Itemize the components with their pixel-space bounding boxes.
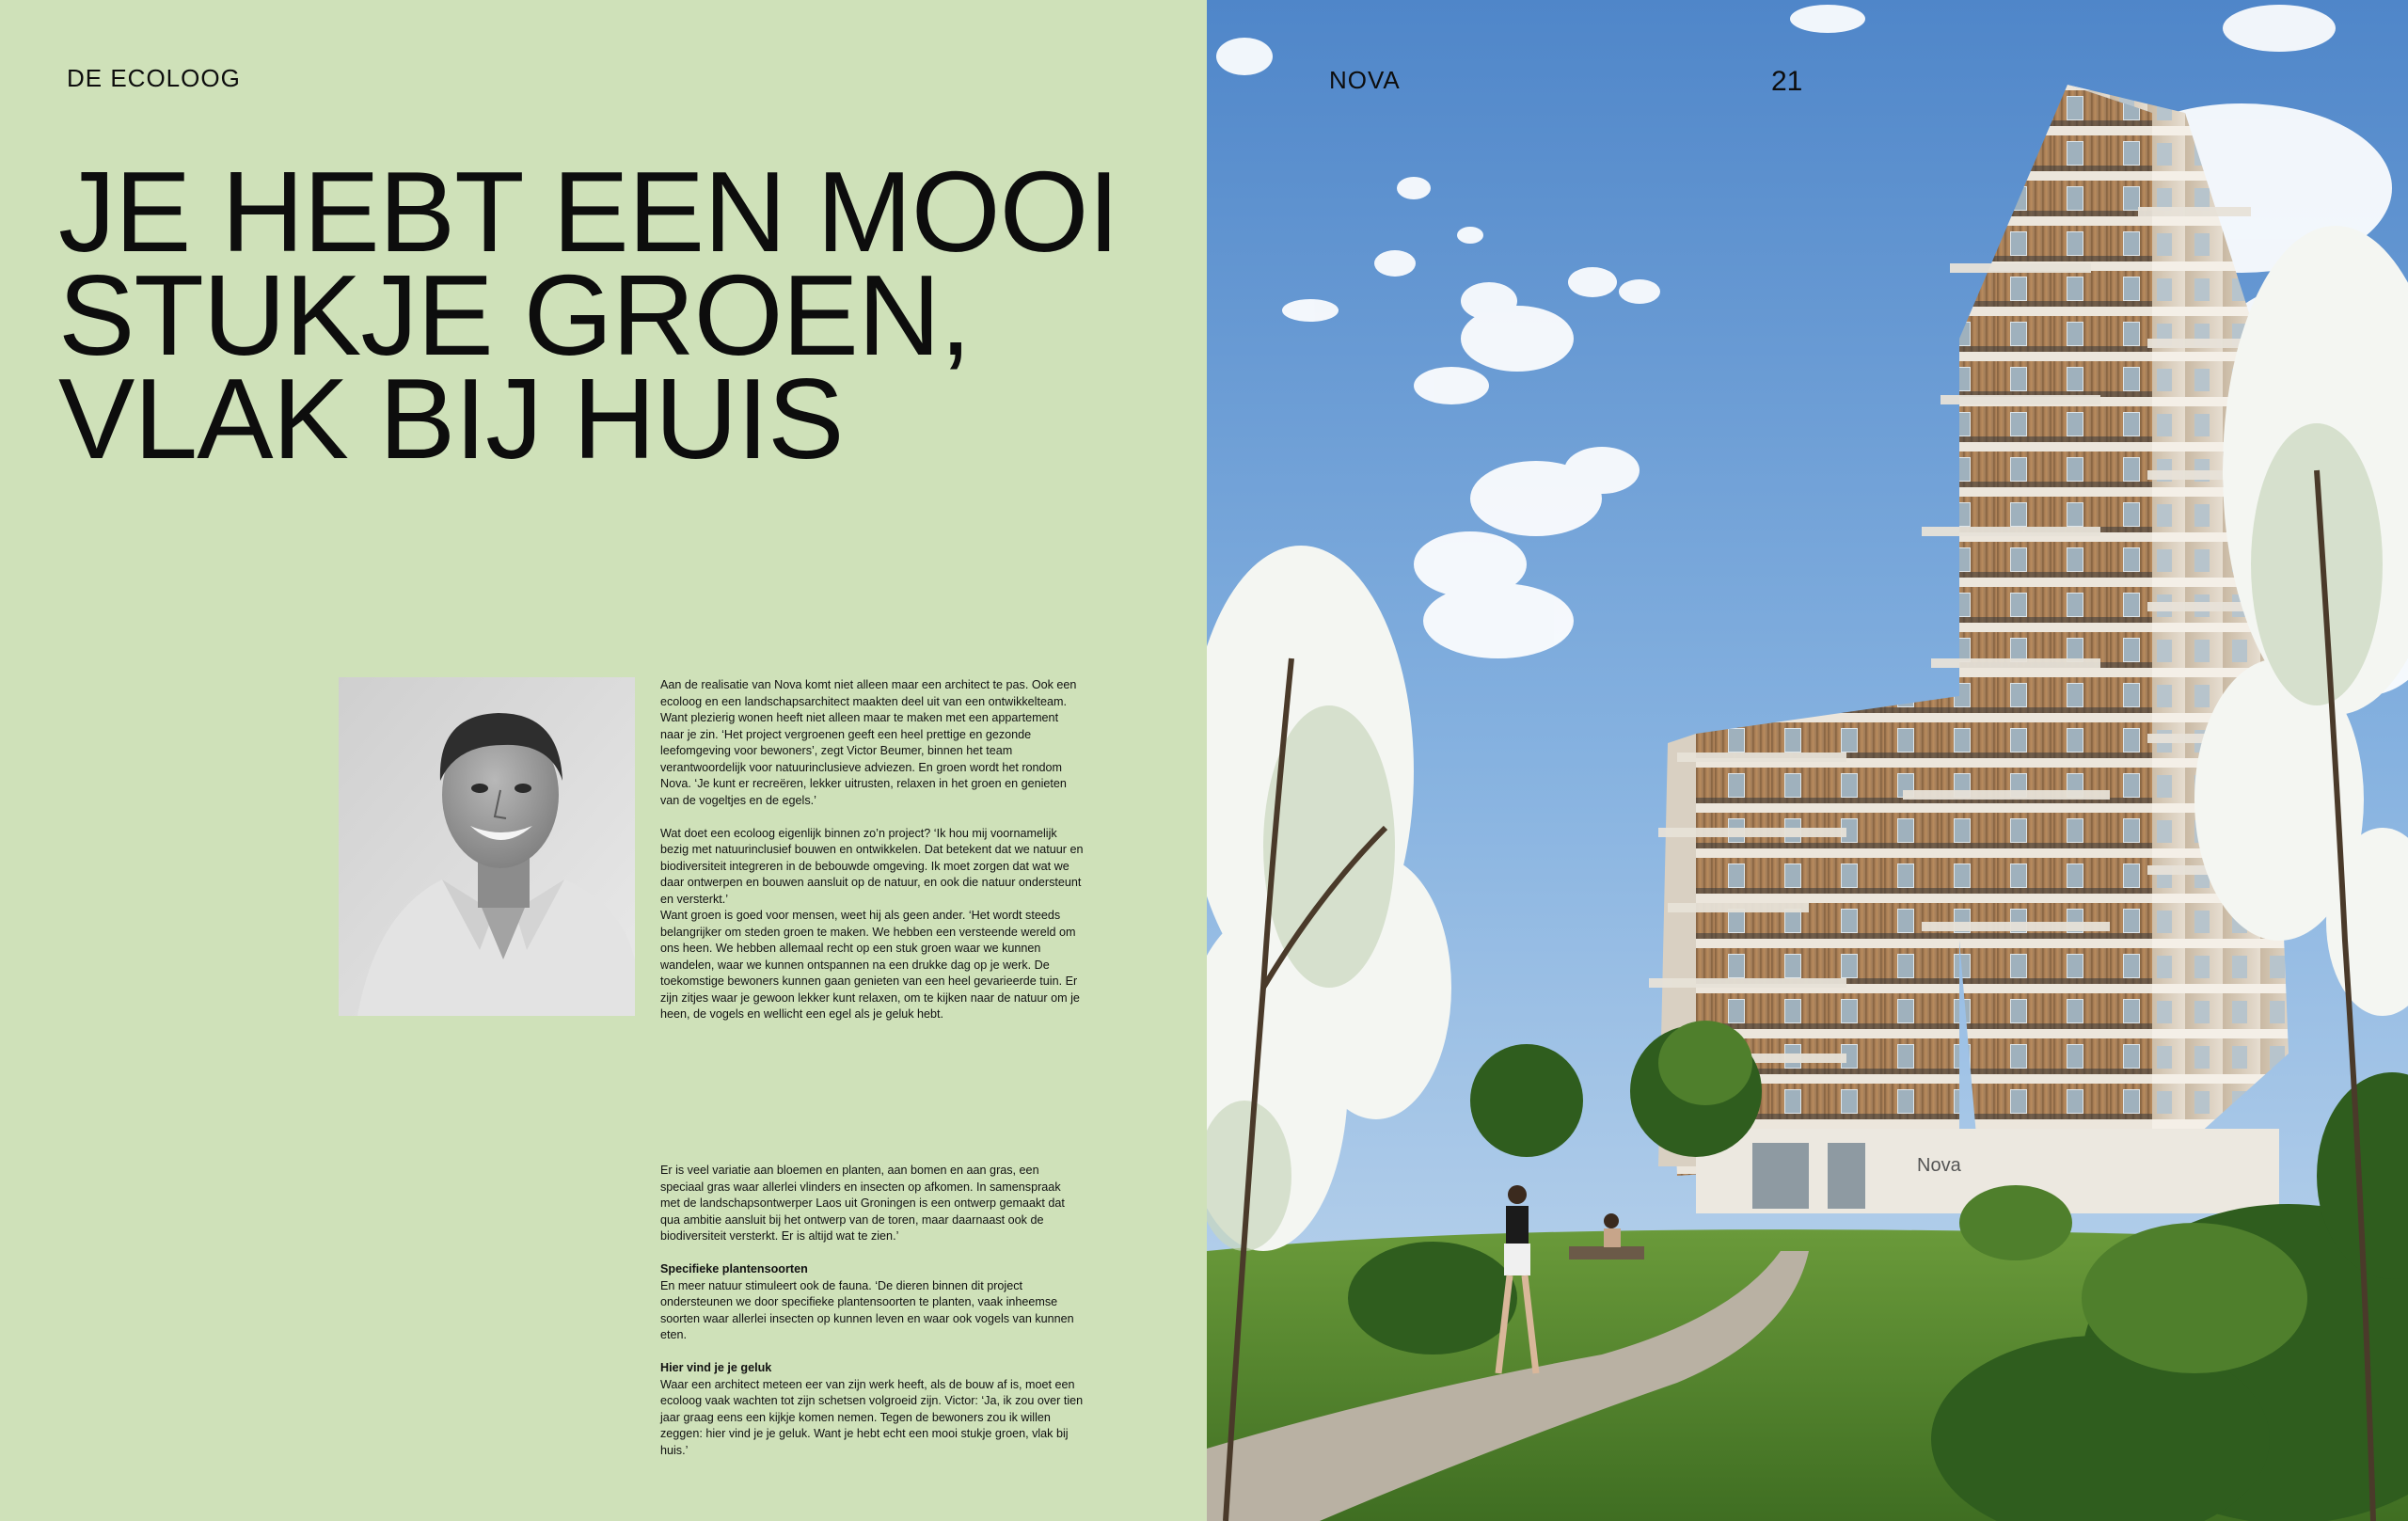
building-render-image xyxy=(1207,0,2408,1521)
headline-line-2: STUKJE GROEN, xyxy=(58,251,971,379)
headline-line-3: VLAK BIJ HUIS xyxy=(58,355,844,483)
intro-paragraph: Wat doet een ecoloog eigenlijk binnen zo’n project? ‘Ik hou mij voornamelijk bezig met natuurinclusief bouwen en ontwikkelen. Dat betekent dat we natuur en biodiversiteit integreren in de bebouwde omgeving. Ik moet zorgen dat wat we daar ontwerpen en bouwen aansluit op de natuur, en ook die natuur ondersteunt en versterkt.’ xyxy=(660,826,1084,906)
intro-paragraph: Aan de realisatie van Nova komt niet alleen maar een architect te pas. Ook een ecoloog en een landschapsarchitect maakten deel uit van een ontwikkelteam. Want plezierig wonen heeft niet alleen maar te maken met een appartement naar je zin. ‘Het project vergroenen geeft een heel prettige en gezonde leefomgeving voor bewoners’, zegt Victor Beumer, binnen het team verantwoordelijk voor natuurinclusieve adviezen. En groen wordt het rondom Nova. ‘Je kunt er recreëren, lekker uitrusten, relaxen in het groen en genieten van de vogeltjes en de egels.’ xyxy=(660,678,1077,807)
headline xyxy=(58,148,1187,483)
portrait-photo xyxy=(339,677,635,1016)
intro-paragraph: Want groen is goed voor mensen, weet hij als geen ander. ‘Het wordt steeds belangrijker om steden groen te maken. We hebben een versteende wereld om ons heen. We hebben allemaal recht op een stuk groen waar we kunnen wandelen, waar we kunnen ontspannen na een drukke dag op je werk. De toekomstige bewoners kunnen gaan genieten van een heel gevarieerde tuin. Er zijn zitjes waar je gewoon lekker kunt relaxen, om te kijken naar de natuur om je heen, de vogels en wellicht een egel als je geluk hebt. xyxy=(660,909,1080,1021)
page-number: 21 xyxy=(1771,66,1803,97)
continued-paragraph: Er is veel variatie aan bloemen en planten, aan bomen en aan gras, een speciaal gras waar allerlei vlinders en insecten op afkomen. In samenspraak met de landschapsontwerper Laos uit Groningen is een ontwerp gemaakt dat qua ambitie aansluit bij het ontwerp van de toren, maar daarnaast ook de biodiversiteit versterkt. Er is altijd wat te zien.’ xyxy=(660,1164,1065,1243)
section-label: DE ECOLOOG xyxy=(67,64,241,92)
subheading: Hier vind je je geluk xyxy=(660,1361,772,1374)
section-paragraph: Waar een architect meteen eer van zijn werk heeft, als de bouw af is, moet een ecoloog vaak wachten tot zijn schetsen volgroeid zijn. Victor: ‘Ja, ik zou over tien jaar graag eens een kijkje komen nemen. Tegen de bewoners zou ik willen zeggen: hier vind je je geluk. Want je hebt echt een mooi stukje groen, vlak bij huis.’ xyxy=(660,1377,1084,1457)
headline-line-1: JE HEBT EEN MOOI xyxy=(58,148,1119,276)
right-page xyxy=(1207,0,2408,1521)
continued-article-text xyxy=(660,1163,1084,1476)
section-paragraph: En meer natuur stimuleert ook de fauna. ‘De dieren binnen dit project ondersteunen we door specifieke plantensoorten te planten, vaak inheemse soorten waar allerlei insecten op kunnen leven en waar ook vogels van kunnen eten. xyxy=(660,1278,1074,1341)
subheading: Specifieke plantensoorten xyxy=(660,1262,808,1275)
building-sign: Nova xyxy=(1917,1155,1961,1176)
project-label: NOVA xyxy=(1329,66,1401,94)
intro-article-text xyxy=(660,677,1084,1039)
